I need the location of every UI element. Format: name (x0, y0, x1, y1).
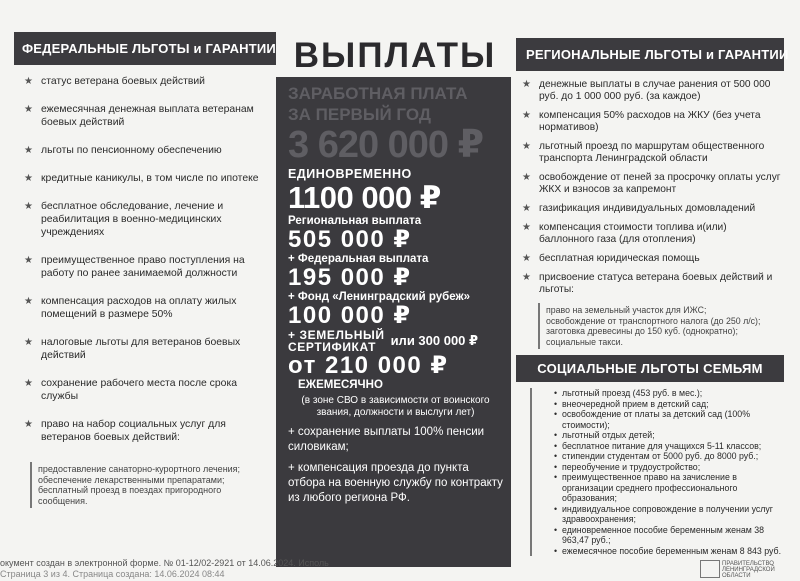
note-line: предоставление санаторно-курортного лечения; (38, 464, 241, 474)
footer-line: окумент создан в электронной форме. № 01-12/02-2921 от 14.06.2024. Исполь (0, 558, 329, 568)
note-line: обеспечение лекарственными препаратами; (38, 474, 225, 485)
note-line: заготовка древесины до 150 куб. (однократно); (546, 326, 738, 336)
federal-notes (30, 462, 276, 508)
regional-label: Региональная выплата (288, 215, 422, 227)
payments-title: ВЫПЛАТЫ (293, 36, 497, 75)
logo-text: ПРАВИТЕЛЬСТВО ЛЕНИНГРАДСКОЙ ОБЛАСТИ (722, 561, 775, 579)
list-item: • льготный отдых детей; (554, 430, 784, 441)
list-item: ★ преимущественное право поступления на работу по ранее занимаемой должности (24, 255, 245, 279)
certificate-label-1: + ЗЕМЕЛЬНЫЙ (288, 328, 385, 342)
star-icon: ★ (522, 203, 531, 214)
star-icon: ★ (24, 76, 33, 87)
star-icon: ★ (522, 222, 531, 233)
once-value: 1100 000 ₽ (288, 180, 441, 215)
list-item: • внеочередной прием в детский сад; (554, 399, 784, 410)
star-icon: ★ (24, 337, 33, 348)
star-icon: ★ (522, 272, 531, 283)
salary-value: 3 620 000 ₽ (288, 124, 484, 166)
star-icon: ★ (522, 79, 531, 90)
payments-panel (276, 77, 511, 567)
list-item: ★ льготный проезд по маршрутам общественного транспорта Ленинградской области (522, 141, 765, 164)
monthly-note: (в зоне СВО в зависимости от воинского звания, должности и выслуги лет) (301, 395, 490, 418)
document-footer (0, 556, 800, 581)
star-icon: ★ (24, 296, 33, 307)
social-benefits-title: СОЦИАЛЬНЫЕ ЛЬГОТЫ СЕМЬЯМ (516, 355, 784, 382)
list-item: ★ сохранение рабочего места после срока службы (24, 378, 237, 402)
star-icon: ★ (522, 253, 531, 264)
star-icon: ★ (24, 419, 33, 430)
star-icon: ★ (24, 201, 33, 212)
federal-label: + Федеральная выплата (288, 253, 429, 265)
list-item: • индивидуальное сопровождение в получении услуг здравоохранения; (554, 504, 784, 525)
land-certificate (288, 329, 503, 353)
list-item: ★ освобождение от пеней за просрочку оплаты услуг ЖКХ и взносов за капремонт (522, 172, 781, 195)
regional-value: 505 000 ₽ (288, 226, 412, 253)
regional-benefits-title: РЕГИОНАЛЬНЫЕ ЛЬГОТЫ и ГАРАНТИИ (516, 38, 784, 71)
fund-value: 100 000 ₽ (288, 302, 412, 329)
monthly-label: ЕЖЕМЕСЯЧНО (298, 379, 383, 391)
list-item: • льготный проезд (453 руб. в мес.); (554, 388, 784, 399)
government-logo-icon (700, 560, 720, 578)
regional-notes (538, 303, 784, 349)
star-icon: ★ (522, 110, 531, 121)
star-icon: ★ (24, 104, 33, 115)
payment-bullet: + сохранение выплаты 100% пенсии силовикам; (288, 426, 485, 453)
social-benefits-list (530, 388, 784, 556)
certificate-alt-value: или 300 000 ₽ (390, 333, 479, 348)
list-item: ★ кредитные каникулы, в том числе по ипотеке (24, 173, 259, 184)
regional-benefits-column (516, 38, 789, 556)
list-item: ★ денежные выплаты в случае ранения от 500 000 руб. до 1 000 000 руб. (за каждое) (522, 79, 771, 102)
list-item: • бесплатное питание для учащихся 5-11 классов; (554, 441, 784, 452)
salary-label: ЗАРАБОТНАЯ ПЛАТА (288, 84, 468, 103)
fund-label: + Фонд «Ленинградский рубеж» (288, 291, 471, 303)
federal-value: 195 000 ₽ (288, 264, 412, 291)
list-item: ★ налоговые льготы для ветеранов боевых действий (24, 337, 241, 361)
list-item: • ежемесячное пособие беременным женам 8 843 руб. (554, 546, 784, 557)
list-item: ★ право на набор социальных услуг для ветеранов боевых действий: (24, 419, 226, 443)
certificate-label-2: СЕРТИФИКАТ (288, 340, 377, 354)
note-line: социальные такси. (546, 336, 623, 347)
list-item: ★ газификация индивидуальных домовладений (522, 203, 756, 214)
star-icon: ★ (24, 173, 33, 184)
once-label: ЕДИНОВРЕМЕННО (288, 167, 412, 181)
note-line: бесплатный проезд в поездах пригородного (38, 485, 222, 495)
list-item: ★ льготы по пенсионному обеспечению (24, 145, 222, 156)
federal-benefits-column (14, 32, 276, 508)
list-item: ★ присвоение статуса ветерана боевых действий и льготы: (522, 272, 773, 295)
note-line: право на земельный участок для ИЖС; (546, 305, 707, 315)
note-line: освобождение от транспортного налога (до 250 л/с); (546, 315, 761, 326)
salary-label-2: ЗА ПЕРВЫЙ ГОД (288, 105, 431, 124)
list-item: ★ бесплатная юридическая помощь (522, 253, 700, 264)
star-icon: ★ (24, 378, 33, 389)
regional-benefits-list (516, 79, 784, 296)
payment-bullet: + компенсация проезда до пункта отбора на военную службу по контракту из любого региона РФ. (288, 462, 503, 504)
list-item: • переобучение и трудоустройство; (554, 462, 784, 473)
list-item: • преимущественное право на зачисление в организации среднего профессионального образования; (554, 472, 784, 504)
list-item: ★ бесплатное обследование, лечение и реабилитация в военно-медицинских учреждениях (24, 201, 224, 238)
list-item: ★ компенсация расходов на оплату жилых помещений в размере 50% (24, 296, 237, 320)
list-item: ★ ежемесячная денежная выплата ветеранам боевых действий (24, 104, 254, 128)
list-item: • единовременное пособие беременным женам 38 963,47 руб.; (554, 525, 784, 546)
list-item: • стипендии студентам от 5000 руб. до 8000 руб.; (554, 451, 784, 462)
star-icon: ★ (522, 141, 531, 152)
monthly-value: от 210 000 ₽ (288, 352, 449, 379)
star-icon: ★ (24, 255, 33, 266)
federal-benefits-title: ФЕДЕРАЛЬНЫЕ ЛЬГОТЫ и ГАРАНТИИ (14, 32, 276, 65)
star-icon: ★ (24, 145, 33, 156)
federal-benefits-list (14, 75, 276, 444)
footer-line-2: Страница 3 из 4. Страница создана: 14.06.2024 08:44 (0, 569, 225, 579)
list-item: ★ статус ветерана боевых действий (24, 76, 205, 87)
star-icon: ★ (522, 172, 531, 183)
list-item: ★ компенсация стоимости топлива и(или) баллонного газа (для отопления) (522, 222, 727, 245)
list-item: • освобождение от платы за детский сад (100% стоимости); (554, 409, 784, 430)
note-line: сообщения. (38, 495, 88, 506)
list-item: ★ компенсация 50% расходов на ЖКУ (без учета нормативов) (522, 110, 761, 133)
